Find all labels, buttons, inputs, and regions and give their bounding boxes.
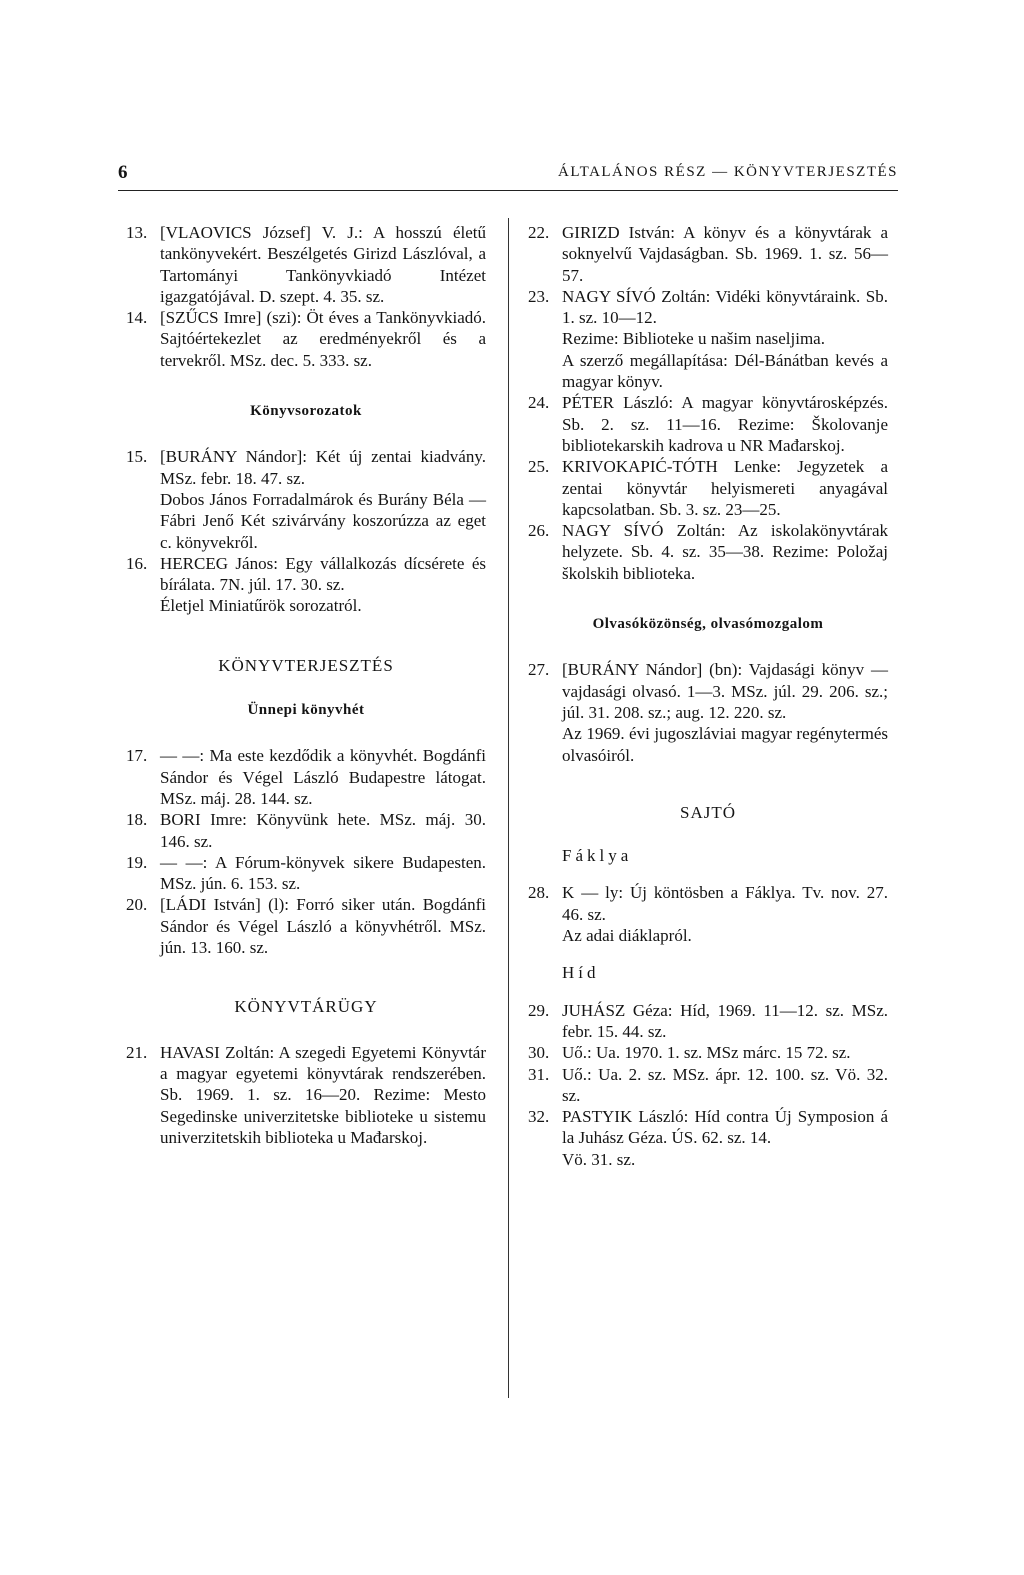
entry-25: [528, 456, 888, 520]
entry-32: [528, 1106, 888, 1170]
entry-22: [528, 222, 888, 286]
entry-16: [126, 553, 486, 617]
entry-number: 28.: [528, 883, 550, 903]
entry-27: [528, 659, 888, 765]
entry-text: HERCEG János: Egy vállalkozás dícsérete és bírálata. 7N. júl. 17. 30. sz.: [160, 553, 486, 595]
entry-number: 17.: [126, 746, 148, 766]
entry-number: 26.: [528, 521, 550, 541]
entry-number: 32.: [528, 1107, 550, 1127]
running-head: ÁLTALÁNOS RÉSZ — KÖNYVTERJESZTÉS: [557, 164, 898, 180]
page-number: 6: [118, 162, 128, 183]
entry-text: K — ly: Új köntösben a Fáklya. Tv. nov. 27. 46. sz.: [562, 883, 888, 924]
entry-note: A szerző megállapítása: Dél-Bánátban kevés a magyar könyv.: [562, 350, 888, 392]
entry-number: 20.: [126, 895, 148, 915]
entry-24: [528, 392, 888, 456]
entry-number: 15.: [126, 447, 148, 467]
entry-note: Vö. 31. sz.: [562, 1149, 636, 1169]
entry-text: KRIVOKAPIĆ-TÓTH Lenke: Jegyzetek a zentai könyvtár helyismereti anyagával kapcsolatban. Sb. 3. sz. 23—25.: [562, 457, 888, 519]
entry-15: [126, 446, 486, 552]
column-divider: [508, 218, 509, 1398]
entry-text: [BURÁNY Nándor]: Két új zentai kiadvány. MSz. febr. 18. 47. sz.: [160, 447, 486, 488]
entry-21: [126, 1042, 486, 1148]
entry-number: 27.: [528, 660, 550, 680]
entry-text: BORI Imre: Könyvünk hete. MSz. máj. 30. 146. sz.: [160, 810, 486, 851]
entry-number: 21.: [126, 1042, 148, 1062]
entry-number: 25.: [528, 457, 550, 477]
entry-14: [126, 307, 486, 371]
entry-31: [528, 1064, 888, 1107]
entry-number: 16.: [126, 553, 148, 573]
entry-text: — —: Ma este kezdődik a könyvhét. Bogdánfi Sándor és Végel László Budapestre látogat. MSz. máj. 28. 144. sz.: [160, 746, 486, 808]
entry-18: [126, 809, 486, 852]
entry-number: 19.: [126, 852, 148, 872]
header-rule: [118, 190, 898, 191]
entry-number: 13.: [126, 223, 148, 242]
entry-text: PÉTER László: A magyar könyvtárosképzés. Sb. 2. sz. 11—16. Rezime: Školovanje bibliotekarskih kadrova u NR Mađarskoj.: [562, 393, 888, 455]
entry-text: [LÁDI István] (l): Forró siker után. Bogdánfi Sándor és Végel László a könyvhétről. MSz. jún. 13. 160. sz.: [160, 895, 486, 958]
entry-23: [528, 286, 888, 392]
entry-number: 14.: [126, 308, 148, 328]
subheading-olvasokozonseg: Olvasóközönség, olvasómozgalom: [592, 616, 824, 633]
entry-text: [VLAOVICS József] V. J.: A hosszú életű tankönyvekért. Beszélgetés Girizd Lászlóval, a Tartományi Tankönyvkiadó Intézet igazgatójával. D. szept. 4. 35. sz.: [160, 223, 486, 306]
entry-number: 29.: [528, 1000, 550, 1020]
entry-number: 23.: [528, 286, 550, 306]
entry-text: Uő.: Ua. 1970. 1. sz. MSz márc. 15 72. sz.: [562, 1043, 851, 1063]
entry-text: NAGY SÍVÓ Zoltán: Az iskolakönyvtárak helyzete. Sb. 4. sz. 35—38. Rezime: Položaj školskih biblioteka.: [562, 521, 888, 583]
entry-text: Uő.: Ua. 2. sz. MSz. ápr. 12. 100. sz. Vö. 32. sz.: [562, 1064, 888, 1105]
section-heading-konyvterjesztes: KÖNYVTERJESZTÉS: [218, 655, 394, 675]
entry-number: 31.: [528, 1064, 550, 1084]
entry-note: Rezime: Biblioteke u našim naseljima.: [562, 329, 825, 349]
entry-number: 24.: [528, 393, 550, 413]
entry-note: Az adai diáklapról.: [562, 926, 692, 946]
entry-number: 30.: [528, 1043, 550, 1063]
entry-text: [SZŰCS Imre] (szi): Öt éves a Tankönyvkiadó. Sajtóértekezlet az eredményekről és a tervekről. MSz. dec. 5. 333. sz.: [160, 308, 486, 370]
entry-text: PASTYIK László: Híd contra Új Symposion á la Juhász Géza. ÚS. 62. sz. 14.: [562, 1107, 888, 1148]
page-header: [118, 160, 898, 190]
entry-29: [528, 1000, 888, 1043]
subheading-unnepi-konyvhet: Ünnepi könyvhét: [247, 702, 365, 719]
entry-13: [126, 222, 486, 307]
subheading-hid: Híd: [562, 963, 600, 983]
entry-number: 18.: [126, 810, 148, 830]
entry-text: — —: A Fórum-könyvek sikere Budapesten. MSz. jún. 6. 153. sz.: [160, 852, 486, 894]
section-heading-konyvtarugy: KÖNYVTÁRÜGY: [234, 997, 378, 1017]
left-column: [126, 222, 486, 1148]
entry-17: [126, 745, 486, 809]
entry-30: [528, 1042, 888, 1063]
right-column: [528, 222, 888, 1170]
entry-text: JUHÁSZ Géza: Híd, 1969. 11—12. sz. MSz. febr. 15. 44. sz.: [562, 1000, 888, 1041]
entry-note: Az 1969. évi jugoszláviai magyar regénytermés olvasóiról.: [562, 724, 888, 765]
entry-text: [BURÁNY Nándor] (bn): Vajdasági könyv — vajdasági olvasó. 1—3. MSz. júl. 29. 206. sz.; júl. 31. 208. sz.; aug. 12. 220. sz.: [562, 660, 888, 722]
section-heading-sajto: SAJTÓ: [679, 802, 736, 822]
entry-20: [126, 894, 486, 958]
subheading-faklya: Fáklya: [562, 846, 633, 866]
entry-text: HAVASI Zoltán: A szegedi Egyetemi Könyvtár a magyar egyetemi könyvtárak rendszerében. Sb. 1969. 1. sz. 16—20. Rezime: Mesto Segedinske univerzitetske biblioteke u sistemu univerzitetskih biblioteka u Mađarskoj.: [160, 1042, 486, 1147]
entry-28: [528, 882, 888, 946]
entry-number: 22.: [528, 223, 550, 242]
entry-text: NAGY SÍVÓ Zoltán: Vidéki könyvtáraink. Sb. 1. sz. 10—12.: [562, 286, 888, 328]
entry-19: [126, 852, 486, 895]
entry-note: Életjel Miniatűrök sorozatról.: [160, 596, 362, 616]
entry-text: GIRIZD István: A könyv és a könyvtárak a soknyelvű Vajdaságban. Sb. 1969. 1. sz. 56—57.: [562, 223, 888, 285]
entry-note: Dobos János Forradalmárok és Burány Béla — Fábri Jenő Két szivárvány koszorúzza az eget c. könyvekről.: [160, 489, 486, 552]
entry-26: [528, 520, 888, 584]
subheading-konyvsorozatok: Könyvsorozatok: [250, 403, 362, 420]
